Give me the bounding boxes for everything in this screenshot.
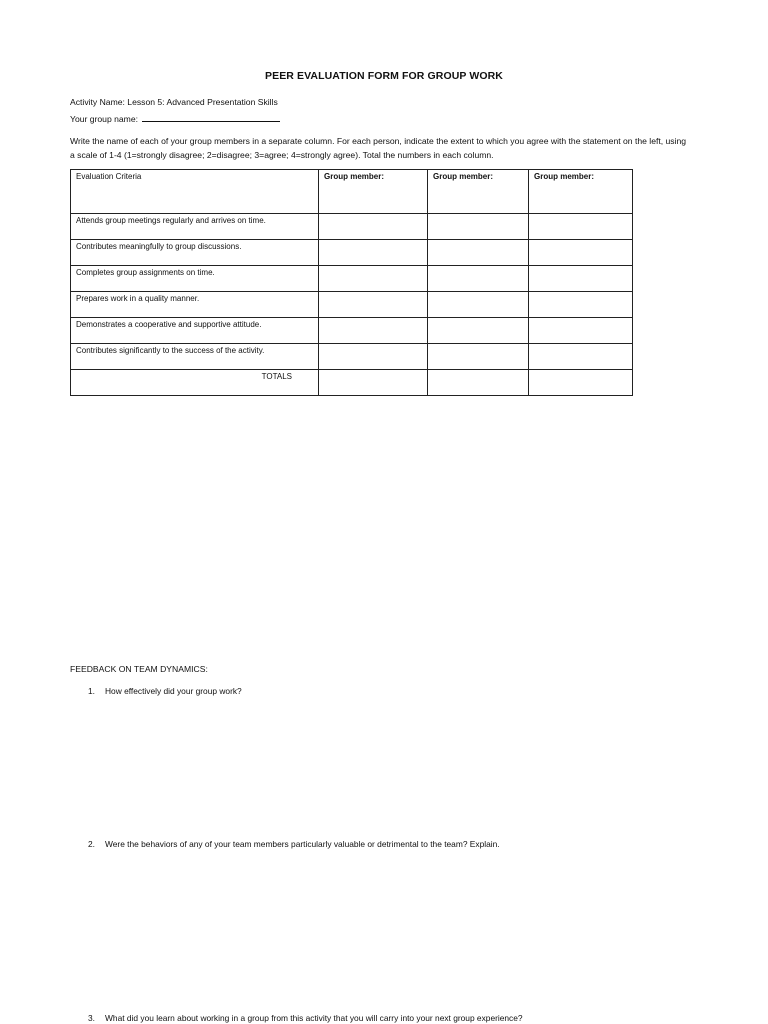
score-cell[interactable] [529, 344, 633, 370]
score-cell[interactable] [428, 240, 529, 266]
question-number: 2. [88, 839, 95, 849]
question-number: 3. [88, 1013, 95, 1023]
group-name-label: Your group name: [70, 114, 139, 124]
feedback-question-2 [88, 839, 500, 849]
form-title: PEER EVALUATION FORM FOR GROUP WORK [264, 70, 503, 82]
totals-label: TOTALS [71, 370, 319, 396]
criterion-label: Contributes significantly to the success of the activity. [71, 344, 319, 370]
score-cell[interactable] [428, 344, 529, 370]
evaluation-table [70, 169, 633, 396]
table-row [71, 266, 633, 292]
criteria-header: Evaluation Criteria [71, 170, 319, 214]
score-cell[interactable] [428, 214, 529, 240]
activity-name-line: Activity Name: Lesson 5: Advanced Presentation Skills [70, 97, 278, 107]
question-text: How effectively did your group work? [105, 686, 242, 696]
table-row [71, 292, 633, 318]
score-cell[interactable] [529, 292, 633, 318]
criterion-label: Contributes meaningfully to group discussions. [71, 240, 319, 266]
score-cell[interactable] [319, 266, 428, 292]
instructions-text: Write the name of each of your group members in a separate column. For each person, indicate the extent to which you agree with the statement on the left, using a scale of 1-4 (1=strongly disagree; 2=disagree; 3=agree; 4=strongly agree). Total the numbers in each column. [70, 136, 687, 160]
total-cell[interactable] [319, 370, 428, 396]
score-cell[interactable] [529, 214, 633, 240]
score-cell[interactable] [319, 214, 428, 240]
score-cell[interactable] [319, 344, 428, 370]
member-header-3[interactable]: Group member: [529, 170, 633, 214]
score-cell[interactable] [428, 266, 529, 292]
member-header-2[interactable]: Group member: [428, 170, 529, 214]
question-text: What did you learn about working in a group from this activity that you will carry into your next group experience? [105, 1013, 523, 1023]
table-header-row [71, 170, 633, 214]
totals-row [71, 370, 633, 396]
criterion-label: Prepares work in a quality manner. [71, 292, 319, 318]
score-cell[interactable] [319, 240, 428, 266]
table-row [71, 344, 633, 370]
table-row [71, 214, 633, 240]
total-cell[interactable] [529, 370, 633, 396]
total-cell[interactable] [428, 370, 529, 396]
criterion-label: Completes group assignments on time. [71, 266, 319, 292]
group-name-line [70, 112, 280, 124]
table-row [71, 240, 633, 266]
criterion-label: Attends group meetings regularly and arrives on time. [71, 214, 319, 240]
feedback-heading: FEEDBACK ON TEAM DYNAMICS: [70, 664, 208, 674]
feedback-question-3 [88, 1013, 523, 1023]
criterion-label: Demonstrates a cooperative and supportive attitude. [71, 318, 319, 344]
question-text: Were the behaviors of any of your team members particularly valuable or detrimental to the team? Explain. [105, 839, 500, 849]
score-cell[interactable] [319, 292, 428, 318]
score-cell[interactable] [319, 318, 428, 344]
table-row [71, 318, 633, 344]
question-number: 1. [88, 686, 95, 696]
score-cell[interactable] [529, 266, 633, 292]
group-name-blank[interactable] [142, 112, 280, 122]
score-cell[interactable] [428, 318, 529, 344]
score-cell[interactable] [428, 292, 529, 318]
feedback-question-1 [88, 686, 242, 696]
member-header-1[interactable]: Group member: [319, 170, 428, 214]
score-cell[interactable] [529, 318, 633, 344]
score-cell[interactable] [529, 240, 633, 266]
